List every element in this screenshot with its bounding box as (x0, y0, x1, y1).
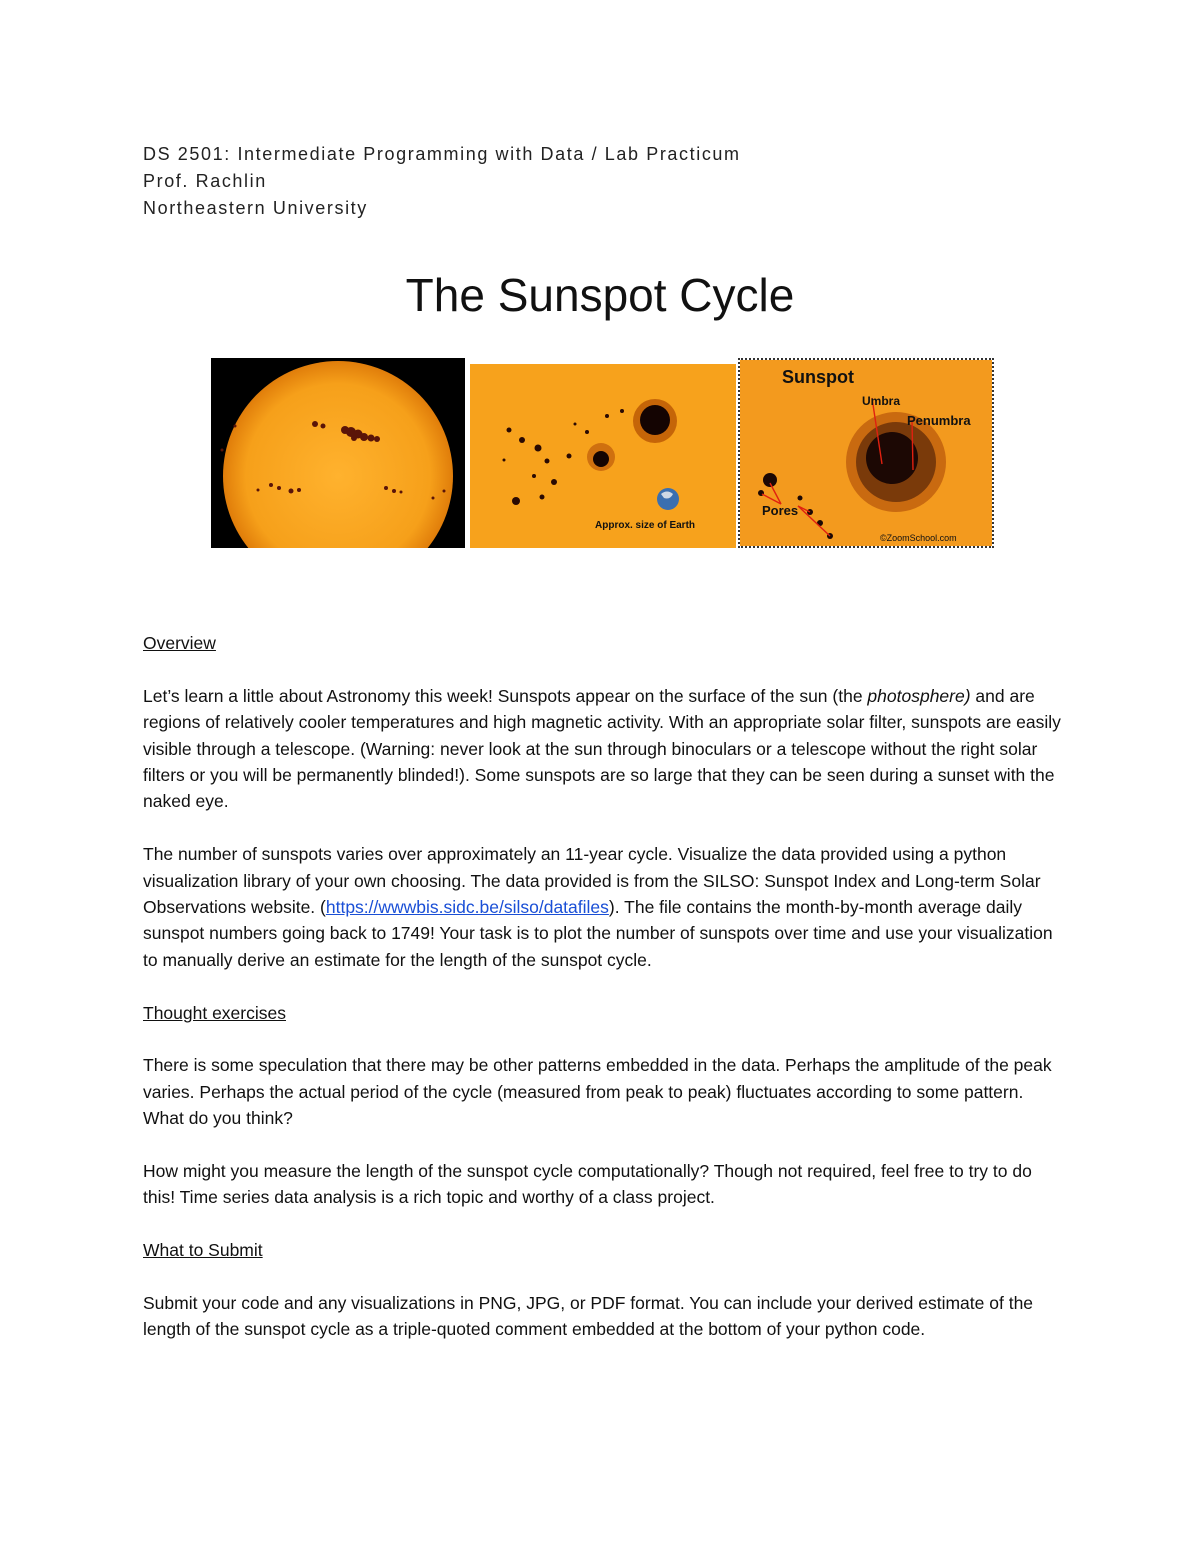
full-sun-image (211, 358, 465, 548)
image-credit: ©ZoomSchool.com (880, 533, 957, 543)
silso-data-link[interactable]: https://wwwbis.sidc.be/silso/datafiles (325, 897, 609, 918)
pores-label: Pores (762, 503, 799, 518)
professor-name: Prof. Rachlin (143, 171, 267, 191)
thought-paragraph-2: How might you measure the length of the sunspot cycle computationally? Though not required, feel free to try to do this! Time series data analysis is a rich topic and worthy of a class project. (143, 1161, 1032, 1208)
page-title: The Sunspot Cycle (405, 269, 795, 321)
overview-heading: Overview (143, 633, 216, 653)
document-body (143, 630, 1063, 1343)
earth-size-caption: Approx. size of Earth (595, 520, 696, 531)
university-name: Northeastern University (143, 198, 368, 218)
submit-paragraph: Submit your code and any visualizations in PNG, JPG, or PDF format. You can include your derived estimate of the length of the sunspot cycle as a triple-quoted comment embedded at the bottom of your python code. (143, 1293, 1034, 1340)
document-header (143, 141, 741, 222)
what-to-submit-heading: What to Submit (143, 1240, 263, 1261)
sunspot-label: Sunspot (782, 367, 854, 387)
thought-paragraph-1: There is some speculation that there may be other patterns embedded in the data. Perhaps the amplitude of the peak varies. Perhaps the actual period of the cycle (measured from peak to peak) fluctuates according to some pattern. What do you think? (143, 1055, 1052, 1129)
umbra-label: Umbra (862, 394, 901, 408)
course-title: DS 2501: Intermediate Programming with Data / Lab Practicum (143, 144, 741, 164)
photosphere-term: photosphere) (867, 685, 971, 706)
overview-paragraph-2: The number of sunspots varies over approximately an 11-year cycle. Visualize the data provided using a python visualization library of your own choosing. The data provided is from the SILSO: Sunspot Index and Long-term Solar Observations website. (https://wwwbis.sidc.be/silso/datafiles). The file contains the month-by-month average daily sunspot numbers going back to 1749! Your task is to plot the number of sunspots over time and use your visualization to manually derive an estimate for the length of the sunspot cycle. (143, 844, 1053, 970)
penumbra-label: Penumbra (907, 413, 971, 428)
sunspot-group-image (470, 364, 736, 548)
labeled-sunspot-image (738, 358, 994, 548)
overview-paragraph-1: Let’s learn a little about Astronomy this week! Sunspots appear on the surface of the sun (the photosphere) and are regions of relatively cooler temperatures and high magnetic activity. With an appropriate solar filter, sunspots are easily visible through a telescope. (Warning: never look at the sun through binoculars or a telescope without the right solar filters or you will be permanently blinded!). Some sunspots are so large that they can be seen during a sunset with the naked eye. (143, 685, 1061, 812)
thought-exercises-heading: Thought exercises (143, 1002, 286, 1023)
